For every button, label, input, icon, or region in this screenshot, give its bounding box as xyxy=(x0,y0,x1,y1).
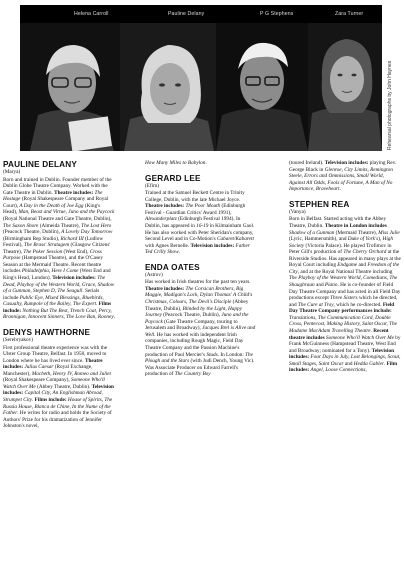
bio-text: (Hampstead Theatre), and the O'Casey Season at the Mermaid Theatre. Recent theatre includes xyxy=(3,255,103,275)
work-title: Duke of York's xyxy=(347,236,379,243)
section-label: Recent theatre includes xyxy=(289,327,389,341)
actor-name: ENDA OATES xyxy=(145,262,200,272)
actor-role: (Efim) xyxy=(145,182,159,189)
bio-gerard-lee xyxy=(145,174,257,256)
work-title: Someone Who'll Watch Over Me xyxy=(325,334,394,341)
work-title: The Cure at Troy xyxy=(297,301,334,308)
bio-text: ), xyxy=(378,236,383,243)
photo-credit xyxy=(385,6,399,152)
bio-text: (Royal Exchange, Manchester), xyxy=(3,364,93,377)
photo-caption: Helena Carroll xyxy=(74,11,109,17)
work-title: A Day in the Death of Joe Egg xyxy=(19,202,84,209)
work-title: Someone Who'll Watch Over Me xyxy=(3,377,105,390)
bio-text: (toured Ireland). xyxy=(289,160,325,166)
photo-caption: Zara Turner xyxy=(335,11,364,17)
bio-text: . xyxy=(339,186,341,193)
bio-text: (Victoria Palace). He played Trofimov in Peter Gill's production of xyxy=(289,242,392,256)
portrait-photo xyxy=(308,23,382,151)
actor-role: (Marya) xyxy=(3,169,21,176)
biography-column-2 xyxy=(145,160,257,378)
photo-caption: Pauline Delany xyxy=(168,11,205,17)
bio-text: . Serials include xyxy=(3,288,100,301)
work-title: Blinded by the Light, Happy Journey xyxy=(145,305,242,319)
actor-name: PAULINE DELANY xyxy=(3,160,78,169)
actor-biography xyxy=(3,345,115,430)
bio-text: . xyxy=(370,327,374,334)
bio-text: First professional theatre experience was with the Ulster Group Theatre, Belfast. In 1958, moved to London where he has lived ever since. xyxy=(3,344,108,364)
portrait-photo xyxy=(216,23,308,151)
bio-text: , which he co-directed. xyxy=(333,301,383,308)
bio-text: (Edinburgh Festival - Guardian Critics' Award 1991), xyxy=(145,203,246,216)
bio-text: , xyxy=(365,367,367,374)
work-title: The Playboy of the Western World, Comedians, The Shaughraun xyxy=(289,275,398,289)
section-label: Television includes: xyxy=(324,160,369,166)
work-title: Studs xyxy=(206,351,218,358)
bio-text: . xyxy=(32,397,35,404)
work-title: Father Ted Crilly Show xyxy=(145,242,250,256)
work-title: The Corsican Brothers, Big Maggie, Madigan's Lock, Dylan Thomas' A Child's Christmas, Colours, The Devil's Disciple xyxy=(145,285,253,306)
work-title: Freedom of the City xyxy=(289,262,400,275)
section-label: Television includes: xyxy=(289,347,395,361)
work-title: A Lovely Day Tomorrow xyxy=(61,229,113,236)
work-title: Cabaret/Kabarett xyxy=(216,236,254,243)
bio-text: . He has worked with independent Irish companies, including Rough Magic, Field Day Theatre Company and the Passion Machine's production of Paul Mercier's xyxy=(145,331,244,358)
section-label: Film includes: xyxy=(289,360,398,374)
section-label: Films include: xyxy=(34,397,67,404)
bio-text: with Agnes Bernelle. xyxy=(145,242,191,249)
actor-biography xyxy=(289,216,401,374)
bio-text: (Royal Shakespeare Company and Royal Court), xyxy=(3,196,109,209)
actor-biography xyxy=(3,177,115,321)
bio-text: in Kilmainham Gaol. He has also worked with Peter Sheridan's company, Second Level and in Co-Motion's xyxy=(145,222,255,243)
section-label: Theatre includes: xyxy=(145,285,185,292)
biography-column-3 xyxy=(289,160,401,374)
actor-biography-continued xyxy=(289,160,401,193)
actor-name: DENYS HAWTHORNE xyxy=(3,327,91,337)
work-title: Cross Purpose xyxy=(3,248,102,262)
work-title: Julius Caesar xyxy=(24,364,54,371)
section-label: Theatre includes: xyxy=(54,189,94,196)
work-title: Shadow of a Gunman xyxy=(289,229,335,236)
section-label: Theatre in London includes xyxy=(324,222,387,229)
work-title: Capital City, An Englishman Abroad, Strumpet City xyxy=(3,390,103,404)
bio-text: (Mermaid Theatre), xyxy=(334,229,379,236)
bio-text: . He is co-founder of Field Day Theatre Company and has acted in all Field Day productions except xyxy=(289,282,401,302)
actor-role: (Vanya) xyxy=(289,208,306,215)
portrait-photo xyxy=(20,23,120,151)
biography-column-1 xyxy=(3,160,115,430)
work-title: Endgame xyxy=(337,262,358,269)
bio-enda-oates xyxy=(145,263,257,378)
actor-role: (Astrov) xyxy=(145,271,163,278)
bio-text: (Birmingham Rep Studio), xyxy=(3,235,61,242)
section-label: Films include: xyxy=(3,301,112,314)
bio-text: Born in Belfast. Started acting with the Abbey Theatre, Dublin. xyxy=(289,216,387,229)
work-title: Macbeth, Henry IV, Romeo and Juliet xyxy=(31,370,111,377)
actor-name: GERARD LEE xyxy=(145,173,201,183)
section-label: Theatre includes: xyxy=(145,203,185,210)
bio-denys-hawthorne xyxy=(3,328,115,430)
bio-text: (Abbey Theatre, Dublin), xyxy=(145,299,249,312)
work-title: Public Eye, Mixed Blessings, Bluebirds, Casualty, Rumpole of the Bailey, The Expert xyxy=(3,294,104,308)
work-title: The Poker Session xyxy=(23,248,63,255)
portrait-photo xyxy=(120,23,216,151)
bio-text: by Frank McGuinness (Hampstead Theatre, West End and Broadway; nominated for a Tony). xyxy=(289,334,401,354)
work-title: House of Spirits, The Russia House, Blanca de Chine, In the Name of the Father xyxy=(3,397,113,417)
work-title: Miss Julie xyxy=(378,229,400,236)
work-title: Richard III xyxy=(60,235,84,242)
actor-biography xyxy=(145,279,257,377)
work-title: Four Days in July, Lost Belongings, Scout, Small Stages, Saint Oscar xyxy=(289,354,401,367)
bio-text: . xyxy=(178,249,180,256)
work-title: Juno and the Paycock xyxy=(145,312,249,325)
bio-text: (King's Head), xyxy=(3,202,101,216)
work-title: Three Sisters xyxy=(330,295,358,302)
work-title: How Many Miles to Babylon xyxy=(145,160,206,166)
bio-text: Has worked in Irish theatres for the past ten years. xyxy=(145,279,251,286)
bio-pauline-delany xyxy=(3,160,115,321)
bio-text: (Almeida Theatre), xyxy=(38,222,82,229)
section-label: Television includes: xyxy=(190,242,235,249)
photo-caption: P G Stephens xyxy=(260,11,294,17)
work-title: Philadelphia, Here I Come xyxy=(21,268,79,275)
bio-text: . xyxy=(113,314,115,321)
bio-text: (Peacock Theatre, Dublin), xyxy=(161,312,222,319)
bio-text: . xyxy=(96,301,99,308)
bio-text: , and at the Royal National Theatre including xyxy=(297,268,393,275)
bio-text: . He writes for radio and holds the Society of Authors' Prize for his dramatization of Jennifer Johnston's novel, xyxy=(3,410,112,430)
bio-text: (Ludlow Festival), xyxy=(3,235,104,249)
bio-text: at the Riverside Studios. Has appeared in many plays at the Royal Court including xyxy=(289,249,401,269)
work-title: Man, Beast and Virtue xyxy=(18,209,66,216)
work-title: The Brass' Stratagem xyxy=(24,242,70,249)
work-title: Angel, Loose Connections xyxy=(310,367,366,374)
photo-credit-text: Rehearsal photographs by John Haynes xyxy=(387,60,393,150)
work-title: The Lost Hero xyxy=(81,222,112,229)
work-title: The Dead, Playboy of the Western World, Grace, Shadow of a Gunman, Stephen D, The Seagull xyxy=(3,275,115,295)
bio-text: (Lyric, Hammersmith), and xyxy=(289,236,348,243)
bio-text: . xyxy=(383,360,387,367)
work-title: The Poor Mouth xyxy=(185,203,221,210)
bio-text: and xyxy=(314,282,325,289)
work-title: Hedda Gabler xyxy=(353,360,384,367)
work-title: The Hostage xyxy=(3,189,103,203)
actor-biography xyxy=(145,190,257,256)
work-title: Nothing But The Best, Trench Coat, Percy, Brannigan, Innocent Sinners, The Love Ban, Rooney xyxy=(3,307,114,321)
bio-text: (Royal Shakespeare Company), xyxy=(3,377,71,384)
actor-name: STEPHEN REA xyxy=(289,199,350,209)
work-title: Alexanderplatz xyxy=(145,216,177,223)
bio-text: which he directed, and xyxy=(289,295,398,308)
bio-text: . In London: xyxy=(217,351,246,358)
work-title: 16-19 xyxy=(196,222,209,229)
bio-text: playing Rev. George Black in xyxy=(289,160,397,173)
bio-text: . xyxy=(205,160,207,166)
bio-text: (West End), xyxy=(62,248,90,255)
work-title: Piano xyxy=(324,282,338,289)
actor-role: (Serebryakov) xyxy=(3,336,34,343)
work-title: Jacques Brel is Alive and Well xyxy=(145,325,256,338)
photo-captions xyxy=(20,11,382,23)
bio-text: (West End and King's Head, London). xyxy=(3,268,111,282)
bio-text: (Gate Theatre Company, touring to Jerusalem and Broadway), xyxy=(145,318,238,332)
section-label: Field Day Theatre Company performances include: xyxy=(289,301,395,315)
work-title: Translations, The Communication Cord, Double Cross, Pentecost, Making History, Saint Oscar, The Madame MacAdam Travelling Theatre xyxy=(289,314,398,334)
bio-text: (Peacock Theatre, Dublin), xyxy=(3,229,62,236)
work-title: Juno and the Paycock xyxy=(68,209,115,216)
work-title: Glenroe, City Limits, Remington Steele, Errors and Ommissions, Small World, Against All Odds, Fools of Fortune, A Man of No Importance, Braveheart xyxy=(289,166,393,193)
work-title: The Country Boy xyxy=(174,371,211,378)
section-label: Theatre includes: xyxy=(3,357,103,371)
work-title: High Society xyxy=(289,236,394,249)
bio-stephen-rea xyxy=(289,200,401,374)
bio-text: and xyxy=(343,360,354,367)
bio-text: (with Judi Dench, Young Vic). Was Associate Producer on Edward Farrell's production of xyxy=(145,358,255,378)
work-title: The Plough and the Stars xyxy=(145,351,253,365)
bio-text: (Royal National Theatre and Gate Theatre, Dublin), xyxy=(3,215,112,222)
bio-text: , xyxy=(65,209,69,216)
bio-text: Born and trained in Dublin. Founder member of the Dublin Globe Theatre Company. Worked with the Gate Theatre in Dublin. xyxy=(3,176,112,196)
bio-text: (Glasgow Citizens' Theatre), xyxy=(3,242,111,255)
section-label: Television includes: xyxy=(3,383,114,397)
rehearsal-photo-strip xyxy=(20,5,382,151)
bio-text: and xyxy=(357,262,368,269)
work-title: The Saxon Shore xyxy=(3,222,39,229)
bio-text: Trained at the Samuel Beckett Centre in Trinity College, Dublin, with the late Michael Joyce. xyxy=(145,190,245,203)
section-label: Television includes: xyxy=(52,275,96,282)
bio-text: (Abbey Theatre, Dublin). xyxy=(35,383,92,390)
bio-text: (Edinburgh Festival 1994). In Dublin, has appeared in xyxy=(145,216,241,229)
work-title: The Cherry Orchard xyxy=(343,249,387,256)
